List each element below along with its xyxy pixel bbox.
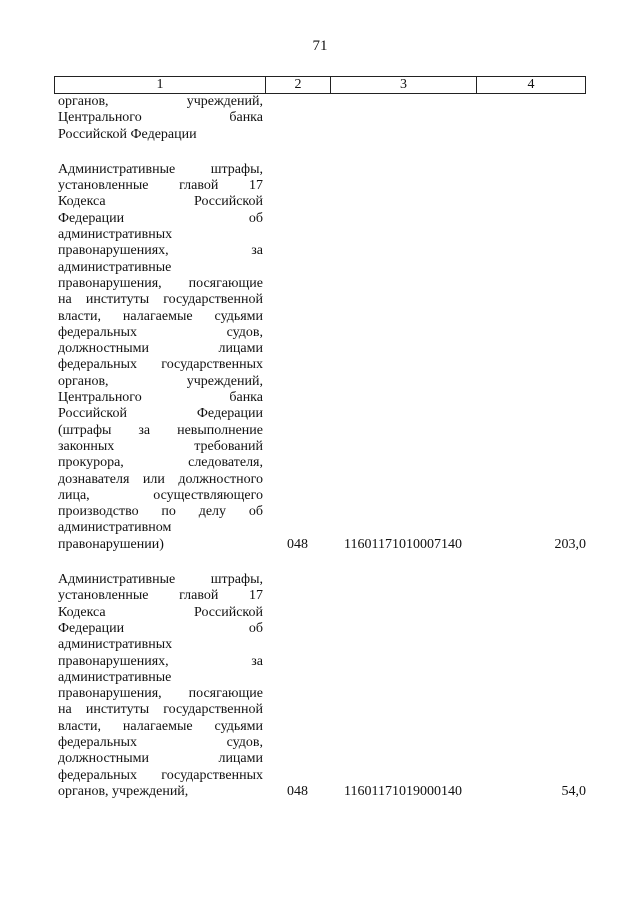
row-budget-code: 11601171010007140 — [344, 536, 462, 552]
description-line: Федерации об — [58, 210, 263, 226]
description-line: на институты государственной — [58, 702, 263, 718]
description-line: законных требований — [58, 438, 263, 454]
description-line: (штрафы за невыполнение — [58, 422, 263, 438]
page-number: 71 — [312, 38, 328, 54]
column-header-2: 2 — [266, 77, 331, 93]
description-line: власти, налагаемые судьями — [58, 308, 263, 324]
description-line: Центрального банка — [58, 110, 263, 126]
table-header — [54, 76, 586, 94]
description-line: должностными лицами — [58, 751, 263, 767]
row-amount: 54,0 — [561, 783, 586, 799]
description-line: федеральных судов, — [58, 324, 263, 340]
description-line: административные — [58, 669, 172, 685]
column-header-3: 3 — [331, 77, 477, 93]
table-row — [54, 94, 586, 143]
row-description — [54, 94, 263, 143]
description-line: Российской Федерации — [58, 126, 197, 142]
row-budget-code: 11601171019000140 — [344, 783, 462, 799]
column-header-4: 4 — [527, 77, 535, 92]
description-line: прокурора, следователя, — [58, 455, 263, 471]
description-line: правонарушения, посягающие — [58, 686, 263, 702]
row-amount: 203,0 — [554, 536, 586, 552]
description-line: правонарушения, посягающие — [58, 275, 263, 291]
description-line: установленные главой 17 — [58, 178, 263, 194]
description-line: административных — [58, 227, 173, 243]
description-line: административном — [58, 520, 172, 536]
description-line: органов, учреждений, — [58, 373, 263, 389]
description-line: дознавателя или должностного — [58, 471, 263, 487]
description-line: Российской Федерации — [58, 406, 263, 422]
description-line: органов, учреждений, — [58, 783, 189, 799]
description-line: производство по делу об — [58, 504, 263, 520]
row-description — [54, 162, 263, 553]
row-spacer — [54, 143, 586, 162]
description-line: Кодекса Российской — [58, 604, 263, 620]
table-row — [54, 162, 586, 553]
table-body — [54, 94, 586, 800]
description-line: федеральных судов, — [58, 734, 263, 750]
description-line: на институты государственной — [58, 292, 263, 308]
description-line: правонарушении) — [58, 536, 164, 552]
row-admin-code: 048 — [287, 536, 308, 552]
description-line: федеральных государственных — [58, 357, 263, 373]
column-header-1: 1 — [55, 77, 266, 93]
description-line: Центрального банка — [58, 390, 263, 406]
description-line: Кодекса Российской — [58, 194, 263, 210]
description-line: лица, осуществляющего — [58, 487, 263, 503]
description-line: административных — [58, 637, 173, 653]
description-line: Административные штрафы, — [58, 161, 263, 177]
table-row — [54, 572, 586, 800]
description-line: правонарушениях, за — [58, 243, 263, 259]
description-line: правонарушениях, за — [58, 653, 263, 669]
description-line: должностными лицами — [58, 341, 263, 357]
description-line: Административные штрафы, — [58, 572, 263, 588]
row-admin-code: 048 — [287, 783, 308, 799]
description-line: федеральных государственных — [58, 767, 263, 783]
description-line: Федерации об — [58, 620, 263, 636]
row-description — [54, 572, 263, 800]
row-spacer — [54, 553, 586, 572]
description-line: установленные главой 17 — [58, 588, 263, 604]
description-line: органов, учреждений, — [58, 94, 263, 109]
description-line: административные — [58, 259, 172, 275]
description-line: власти, налагаемые судьями — [58, 718, 263, 734]
